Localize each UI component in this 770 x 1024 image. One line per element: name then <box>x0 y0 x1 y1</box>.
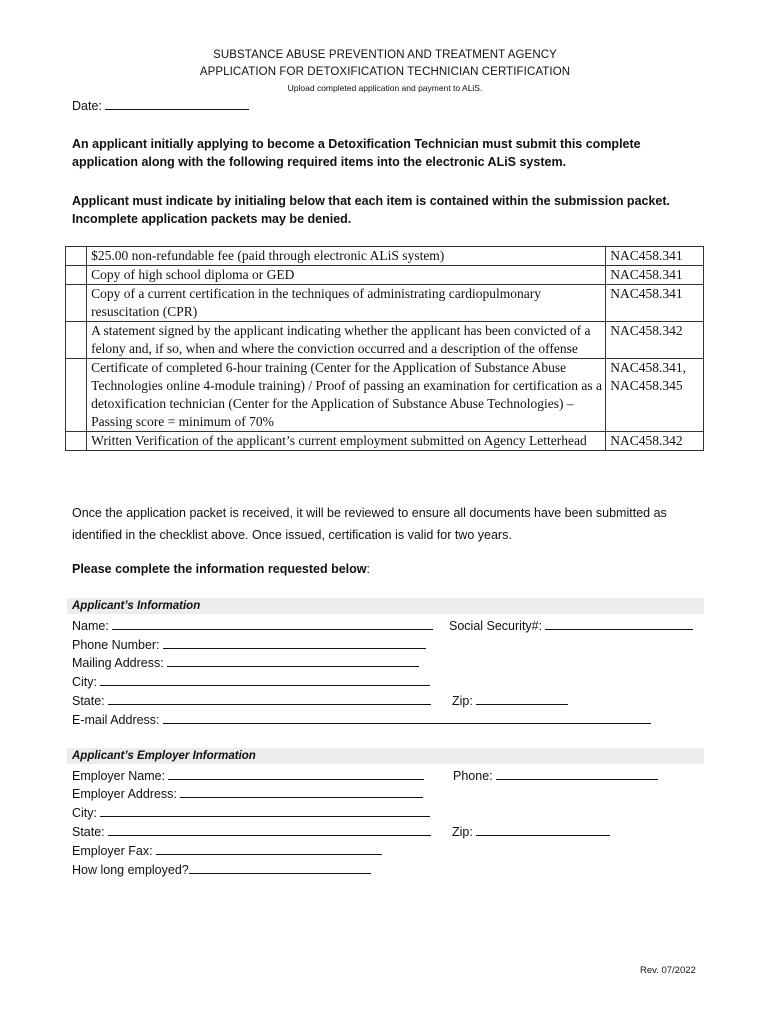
initial-box[interactable] <box>66 359 87 432</box>
initial-box[interactable] <box>66 285 87 322</box>
employer-address-field[interactable] <box>180 785 423 798</box>
nac-reference: NAC458.341 <box>606 247 704 266</box>
nac-reference: NAC458.341 <box>606 266 704 285</box>
mailing-row: Mailing Address: <box>72 654 419 670</box>
employer-state-field[interactable] <box>108 823 431 836</box>
intro-text: An applicant initially applying to become a Detoxification Technician must submit this complete application along with the following required items into the electronic ALiS system. <box>72 137 641 169</box>
employer-phone-field[interactable] <box>496 767 658 780</box>
nac-reference: NAC458.341 <box>606 285 704 322</box>
nac-reference: NAC458.342 <box>606 322 704 359</box>
applicant-name-row: Name: <box>72 617 433 633</box>
complete-info-prompt: Please complete the information requested below: <box>72 562 370 576</box>
phone-field[interactable] <box>163 636 426 649</box>
mailing-address-field[interactable] <box>167 654 419 667</box>
email-field[interactable] <box>163 711 651 724</box>
email-row: E-mail Address: <box>72 711 651 727</box>
checklist-item: Copy of high school diploma or GED <box>87 266 606 285</box>
employer-phone-row: Phone: <box>453 767 658 783</box>
initial-box[interactable] <box>66 432 87 451</box>
table-row <box>66 322 704 359</box>
table-row <box>66 266 704 285</box>
how-long-employed-field[interactable] <box>189 861 371 874</box>
table-row <box>66 359 704 432</box>
city-row: City: <box>72 673 430 689</box>
table-row <box>66 247 704 266</box>
employer-city-field[interactable] <box>100 804 430 817</box>
employer-name-row: Employer Name: <box>72 767 424 783</box>
employer-city-row: City: <box>72 804 430 820</box>
employer-state-row: State: <box>72 823 431 839</box>
employer-address-row: Employer Address: <box>72 785 423 801</box>
applicant-name-field[interactable] <box>112 617 433 630</box>
checklist-item: Certificate of completed 6-hour training (Center for the Application of Substance Abuse Technologies online 4-module training) / Proof of passing an examination for certification as a detoxification technician (Center for the Application of Substance Abuse Technologies) – Passing score = minimum of 70% <box>87 359 606 432</box>
checklist-table <box>65 246 704 451</box>
date-label: Date: <box>72 99 102 113</box>
city-field[interactable] <box>100 673 430 686</box>
initial-instruction: Applicant must indicate by initialing below that each item is contained within the submission packet. Incomplete application packets may be denied. <box>72 194 671 226</box>
agency-name: SUBSTANCE ABUSE PREVENTION AND TREATMENT AGENCY <box>213 49 557 61</box>
revision-date: Rev. 07/2022 <box>640 965 696 976</box>
upload-instruction: Upload completed application and payment to ALiS. <box>287 83 483 93</box>
zip-row: Zip: <box>452 692 568 708</box>
ssn-row: Social Security#: <box>449 617 693 633</box>
employer-info-heading: Applicant’s Employer Information <box>67 748 704 764</box>
state-field[interactable] <box>108 692 431 705</box>
employer-name-field[interactable] <box>168 767 424 780</box>
how-long-employed-row: How long employed? <box>72 861 371 877</box>
employer-fax-row: Employer Fax: <box>72 842 382 858</box>
initial-box[interactable] <box>66 322 87 359</box>
nac-reference: NAC458.341, NAC458.345 <box>606 359 704 432</box>
zip-field[interactable] <box>476 692 568 705</box>
review-note: Once the application packet is received, it will be reviewed to ensure all documents have been submitted as identified in the checklist above. Once issued, certification is valid for two years. <box>72 506 667 542</box>
state-row: State: <box>72 692 431 708</box>
date-row <box>72 97 249 113</box>
date-field[interactable] <box>105 97 249 110</box>
phone-row: Phone Number: <box>72 636 426 652</box>
employer-fax-field[interactable] <box>156 842 382 855</box>
nac-reference: NAC458.342 <box>606 432 704 451</box>
initial-box[interactable] <box>66 247 87 266</box>
employer-zip-row: Zip: <box>452 823 610 839</box>
checklist-item: $25.00 non-refundable fee (paid through electronic ALiS system) <box>87 247 606 266</box>
ssn-field[interactable] <box>545 617 693 630</box>
table-row <box>66 432 704 451</box>
checklist-item: Copy of a current certification in the techniques of administrating cardiopulmonary resuscitation (CPR) <box>87 285 606 322</box>
applicant-info-heading: Applicant’s Information <box>67 598 704 614</box>
checklist-item: Written Verification of the applicant’s current employment submitted on Agency Letterhead <box>87 432 606 451</box>
employer-zip-field[interactable] <box>476 823 610 836</box>
table-row <box>66 285 704 322</box>
initial-box[interactable] <box>66 266 87 285</box>
form-title: APPLICATION FOR DETOXIFICATION TECHNICIAN CERTIFICATION <box>199 66 571 78</box>
checklist-item: A statement signed by the applicant indicating whether the applicant has been convicted of a felony and, if so, when and where the conviction occurred and a description of the offense <box>87 322 606 359</box>
